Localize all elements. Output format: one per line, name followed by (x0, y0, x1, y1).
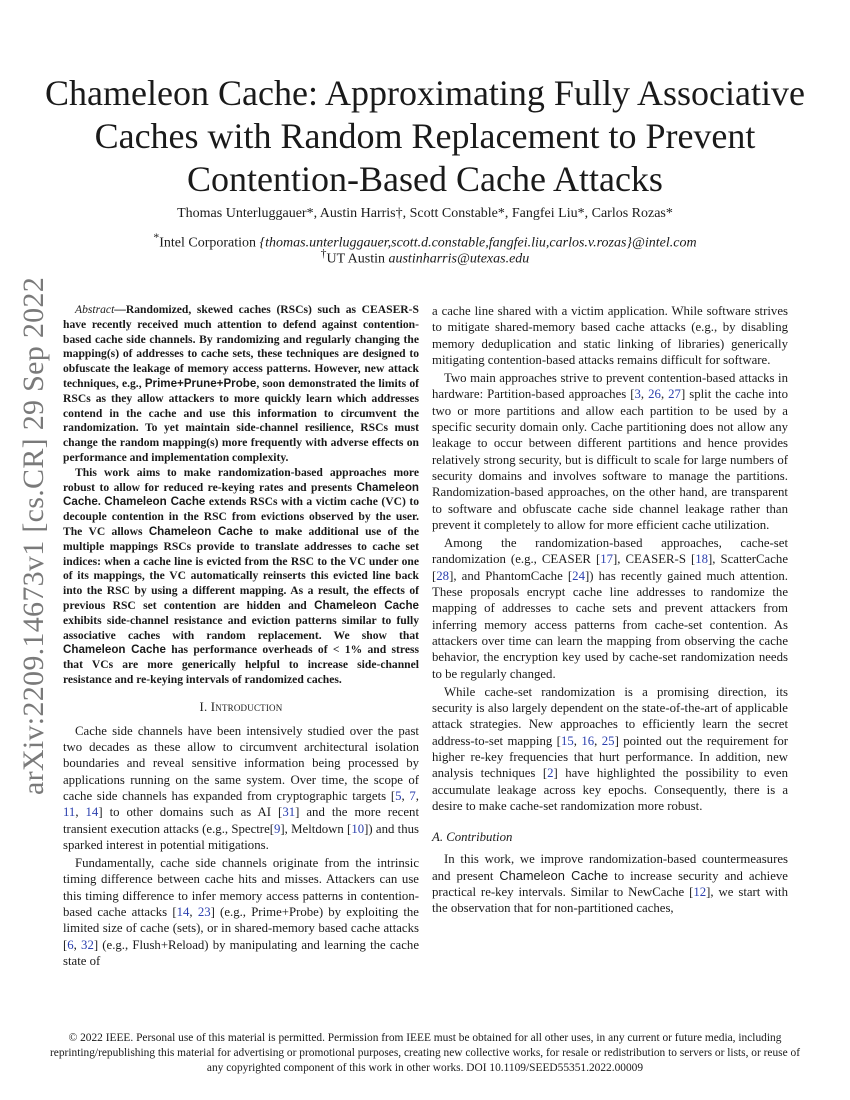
citation-link[interactable]: 27 (668, 387, 681, 402)
citation-link[interactable]: 32 (81, 937, 94, 952)
affiliation-mark: † (320, 247, 327, 260)
citation-link[interactable]: 18 (695, 552, 709, 567)
citation-link[interactable]: 17 (600, 552, 614, 567)
introduction-right (432, 303, 788, 916)
body-paragraph: a cache line shared with a victim application. While software strives to mitigate shared-memory based cache attacks (e.g., by disabling memory deduplication and static linking of libraries) generically mitigating contention-based attacks remains difficult for software. (432, 304, 788, 367)
abstract (63, 303, 419, 688)
citation-link[interactable]: 5 (395, 788, 402, 803)
abstract-paragraph: This work aims to make randomization-based approaches more robust to allow for reduced re-keying rates and presents Chameleon Cache. Chameleon Cache extends RSCs with a victim cache (VC) to decouple contention in the RSC from evictions observed by the user. The VC allows Chameleon Cache to make additional use of the multiple mappings RSCs provide to translate addresses to cache set indices: when a cache line is evicted from the RSC to the VC under one of its mappings, the VC automatically reinserts this evicted line back into the RSC by using a different mapping. As a result, the effects of previous RSC set contention are hidden and Chameleon Cache exhibits side-channel resistance and eviction patterns similar to fully associative caches with random replacement. We show that Chameleon Cache has performance overheads of < 1% and stress that VCs are more generically helpful to increase side-channel resistance and re-keying intervals of randomized caches. (63, 465, 420, 686)
citation-link[interactable]: 6 (67, 937, 74, 952)
citation-link[interactable]: 31 (282, 805, 296, 820)
paper-title: Chameleon Cache: Approximating Fully Associative Caches with Random Replacement to Prevent Contention-Based Cache Attacks (45, 73, 805, 199)
citation-link[interactable]: 25 (601, 733, 615, 748)
citation-link[interactable]: 12 (693, 884, 707, 899)
arxiv-identifier (14, 276, 54, 796)
abstract-paragraph: Abstract—Randomized, skewed caches (RSCs) such as CEASER-S have recently received much attention to defend against contention-based cache side channels. By randomizing and regularly changing the mapping(s) of addresses to cache sets, these techniques are designed to obfuscate the leakage of memory access patterns. However, new attack techniques, e.g., Prime+Prune+Probe, soon demonstrated the limits of RSCs as they allow attackers to more quickly learn which addresses contend in the cache and use this information to circumvent the randomization. To yet maintain side-channel resilience, RSCs must change the random mapping(s) more frequently with adverse effects on performance and implementation complexity. (63, 303, 419, 464)
affiliation-mark: * (153, 231, 160, 244)
affiliation-name: UT Austin (326, 251, 385, 267)
section-heading-introduction: I. Introduction (199, 699, 283, 714)
affiliation-email: {thomas.unterluggauer,scott.d.constable,fangfei.liu,carlos.v.rozas}@intel.com (259, 235, 697, 251)
citation-link[interactable]: 24 (572, 568, 585, 583)
introduction-left (63, 723, 419, 969)
citation-link[interactable]: 23 (197, 904, 211, 919)
citation-link[interactable]: 9 (274, 821, 281, 836)
abstract-label: Abstract (75, 303, 115, 316)
affiliation-ut (40, 247, 810, 268)
citation-link[interactable]: 7 (409, 788, 416, 803)
body-paragraph: Two main approaches strive to prevent contention-based attacks in hardware: Partition-based approaches [3, 26, 27] split the cache into two or more partitions and allow each partition to be used by a specific security domain only. Cache partitioning does not allow any leakage to occur between different partitions and hence provides relatively strong security, but is difficult to scale for large numbers of security domains and involves software to manage the partitions. Randomization-based approaches, on the other hand, are transparent to software and obfuscate cache side channel leakage rather than prevent it completely to allow for more efficient cache utilization. (432, 371, 788, 532)
subsection-heading-contribution: A. Contribution (432, 830, 513, 845)
body-paragraph: Cache side channels have been intensively studied over the past two decades as these allow to circumvent architectural isolation boundaries and reveal sensitive information being processed by applications running on the same system. Over time, the scope of cache side channels has expanded from cryptographic targets [5, 7, 11, 14] to other domains such as AI [31] and the more recent transient execution attacks (e.g., Spectre[9], Meltdown [10]) and thus sparked interest in potential mitigations. (63, 723, 419, 852)
citation-link[interactable]: 14 (176, 904, 190, 919)
citation-link[interactable]: 11 (63, 805, 76, 820)
arxiv-identifier-text: arXiv:2209.14673v1 [cs.CR] 29 Sep 2022 (17, 276, 50, 796)
body-paragraph: Among the randomization-based approaches, cache-set randomization (e.g., CEASER [17], CEASER-S [18], ScatterCache [28], and PhantomCache [24]) has recently gained much attention. These proposals encrypt cache line addresses to randomize the mapping of addresses to cache sets and prevent attackers from inferring memory access patterns from cache-set contention. As attackers over time can learn the mapping from observing the cache behavior, the encryption key used by cache-set randomization needs to be regularly changed. (432, 536, 788, 681)
citation-link[interactable]: 14 (85, 805, 99, 820)
citation-link[interactable]: 2 (547, 766, 554, 781)
body-paragraph: While cache-set randomization is a promising direction, its security is also largely dependent on the state-of-the-art of applicable attack strategies. New approaches to efficiently learn the secret address-to-set mapping [15, 16, 25] pointed out the requirement for higher re-key frequencies that hurt performance. In addition, new analysis techniques [2] have highlighted the possibility to even accumulate leakage across key epochs. Consequently, there is a desire to make cache-set randomization more robust. (432, 684, 789, 813)
right-column (432, 303, 788, 916)
affiliation-email: austinharris@utexas.edu (388, 251, 530, 267)
citation-link[interactable]: 16 (581, 733, 595, 748)
affiliation-name: Intel Corporation (159, 235, 257, 251)
author-list: Thomas Unterluggauer*, Austin Harris†, Scott Constable*, Fangfei Liu*, Carlos Rozas* (177, 206, 673, 221)
citation-link[interactable]: 3 (634, 387, 641, 402)
left-column (63, 303, 419, 969)
citation-link[interactable]: 10 (351, 821, 365, 836)
body-paragraph: Fundamentally, cache side channels originate from the intrinsic timing difference between cache hits and misses. Attackers can use this timing difference to infer memory access patterns in contention-based cache attacks [14, 23] (e.g., Prime+Probe) by exploiting the limited size of cache (sets), or in shared-memory based cache attacks [6, 32] (e.g., Flush+Reload) by manipulating and learning the cache state of (63, 856, 419, 968)
citation-link[interactable]: 26 (648, 387, 661, 402)
citation-link[interactable]: 28 (436, 568, 450, 583)
copyright-footer: © 2022 IEEE. Personal use of this material is permitted. Permission from IEEE must be obtained for all other uses, in any current or future media, including reprinting/republishing this material for advertising or promotional purposes, creating new collective works, for resale or redistribution to servers or lists, or reuse of any copyrighted component of this work in other works. DOI 10.1109/SEED55351.2022.00009 (50, 1032, 801, 1074)
body-paragraph: In this work, we improve randomization-based countermeasures and present Chameleon Cache to increase security and achieve practical re-key intervals. Similar to NewCache [12], we start with the observation that for non-partitioned caches, (432, 852, 789, 916)
citation-link[interactable]: 15 (560, 733, 574, 748)
